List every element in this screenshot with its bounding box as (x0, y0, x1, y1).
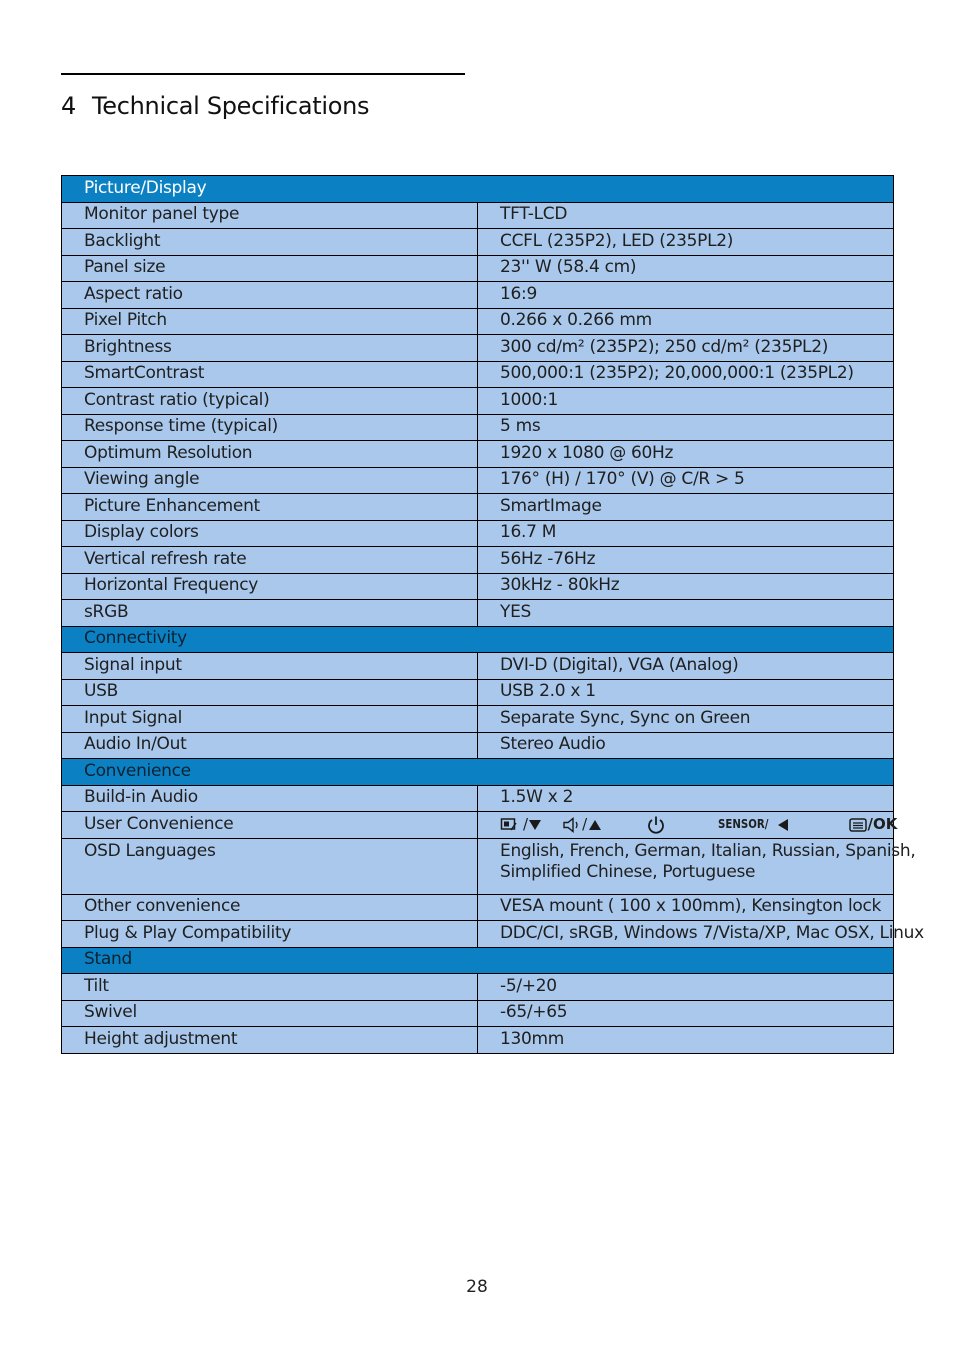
table-row (62, 229, 894, 256)
spec-label: Display colors (62, 520, 478, 547)
table-row (62, 282, 894, 309)
spec-value: 30kHz - 80kHz (478, 573, 894, 600)
spec-value (478, 838, 916, 894)
spec-label: Backlight (62, 229, 478, 256)
table-row (62, 388, 894, 415)
table-row (62, 467, 894, 494)
table-row (62, 679, 894, 706)
spec-value: SmartImage (478, 494, 894, 521)
spec-label: Audio In/Out (62, 732, 478, 759)
table-row (62, 520, 894, 547)
sensor-label: SENSOR/ (718, 817, 769, 832)
section-title: Connectivity (62, 626, 894, 653)
spec-value: VESA mount ( 100 x 100mm), Kensington lock (478, 894, 894, 921)
spec-label: Plug & Play Compatibility (62, 921, 478, 948)
table-row (62, 255, 894, 282)
spec-label: Build-in Audio (62, 785, 478, 812)
spec-value: 176° (H) / 170° (V) @ C/R > 5 (478, 467, 894, 494)
table-row (62, 494, 894, 521)
table-row (62, 547, 894, 574)
osd-languages-line-1: English, French, German, Italian, Russian, Spanish, (500, 840, 916, 861)
table-row (62, 1027, 894, 1054)
spec-value: 300 cd/m² (235P2); 250 cd/m² (235PL2) (478, 335, 894, 362)
table-row (62, 1000, 894, 1027)
spec-value: 130mm (478, 1027, 894, 1054)
spec-label: Brightness (62, 335, 478, 362)
spec-value: 1920 x 1080 @ 60Hz (478, 441, 894, 468)
table-row (62, 894, 894, 921)
spec-value: DVI-D (Digital), VGA (Analog) (478, 653, 894, 680)
spec-label: Pixel Pitch (62, 308, 478, 335)
spec-value: Separate Sync, Sync on Green (478, 706, 894, 733)
ok-label: /OK (867, 814, 898, 833)
sensor-left-control (718, 818, 789, 832)
volume-up-control: / (563, 817, 602, 833)
spec-value: 16:9 (478, 282, 894, 309)
table-row (62, 308, 894, 335)
triangle-down-icon (529, 819, 541, 831)
spec-value: 500,000:1 (235P2); 20,000,000:1 (235PL2) (478, 361, 894, 388)
spec-label: sRGB (62, 600, 478, 627)
speaker-icon (563, 817, 581, 833)
table-row (62, 335, 894, 362)
spec-label: Aspect ratio (62, 282, 478, 309)
page-number: 28 (466, 1277, 488, 1297)
table-row (62, 921, 894, 948)
spec-label: Viewing angle (62, 467, 478, 494)
spec-label: Other convenience (62, 894, 478, 921)
power-icon (646, 815, 666, 835)
table-row (62, 202, 894, 229)
spec-label: User Convenience (62, 812, 478, 839)
spec-value: TFT-LCD (478, 202, 894, 229)
spec-value: DDC/CI, sRGB, Windows 7/Vista/XP, Mac OSX, Linux (478, 921, 894, 948)
power-control (646, 815, 666, 835)
spec-label: Height adjustment (62, 1027, 478, 1054)
table-row (62, 785, 894, 812)
top-rule (61, 73, 465, 75)
spec-label: USB (62, 679, 478, 706)
section-title: Picture/Display (62, 176, 894, 203)
chapter-number: 4 (61, 92, 76, 120)
section-header-convenience (62, 759, 894, 786)
spec-value: 56Hz -76Hz (478, 547, 894, 574)
spec-value: CCFL (235P2), LED (235PL2) (478, 229, 894, 256)
triangle-left-icon (777, 818, 789, 832)
table-row (62, 653, 894, 680)
spec-value: 5 ms (478, 414, 894, 441)
table-row (62, 600, 894, 627)
section-header-stand (62, 947, 894, 974)
spec-value: 23'' W (58.4 cm) (478, 255, 894, 282)
spec-label: Horizontal Frequency (62, 573, 478, 600)
spec-value: 1000:1 (478, 388, 894, 415)
smartimage-icon (500, 817, 522, 833)
spec-label: SmartContrast (62, 361, 478, 388)
table-row (62, 414, 894, 441)
spec-label: Input Signal (62, 706, 478, 733)
spec-label: Monitor panel type (62, 202, 478, 229)
table-row (62, 974, 894, 1001)
spec-value: 16.7 M (478, 520, 894, 547)
spec-label: OSD Languages (62, 838, 478, 894)
spec-value: Stereo Audio (478, 732, 894, 759)
spec-label: Signal input (62, 653, 478, 680)
user-convenience-controls (478, 812, 898, 839)
table-row (62, 838, 894, 894)
spec-value: 1.5W x 2 (478, 785, 894, 812)
table-row (62, 361, 894, 388)
menu-icon (849, 818, 867, 832)
chapter-title: Technical Specifications (91, 92, 370, 120)
table-row (62, 732, 894, 759)
spec-label: Panel size (62, 255, 478, 282)
spec-label: Picture Enhancement (62, 494, 478, 521)
triangle-up-icon (588, 819, 602, 831)
spec-label: Optimum Resolution (62, 441, 478, 468)
spec-label: Contrast ratio (typical) (62, 388, 478, 415)
table-row (62, 441, 894, 468)
spec-label: Vertical refresh rate (62, 547, 478, 574)
spec-label: Response time (typical) (62, 414, 478, 441)
section-header-picture-display (62, 176, 894, 203)
section-title: Stand (62, 947, 894, 974)
spec-value: USB 2.0 x 1 (478, 679, 894, 706)
spec-value: -5/+20 (478, 974, 894, 1001)
spec-value: 0.266 x 0.266 mm (478, 308, 894, 335)
smartimage-down-control: / (500, 817, 541, 833)
osd-languages-line-2: Simplified Chinese, Portuguese (500, 862, 756, 883)
section-title: Convenience (62, 759, 894, 786)
menu-ok-control (849, 814, 898, 833)
spec-value: -65/+65 (478, 1000, 894, 1027)
section-header-connectivity (62, 626, 894, 653)
spec-table (61, 175, 924, 1054)
spec-label: Tilt (62, 974, 478, 1001)
page-heading (61, 92, 369, 120)
spec-label: Swivel (62, 1000, 478, 1027)
table-row (62, 812, 894, 839)
table-row (62, 706, 894, 733)
table-row (62, 573, 894, 600)
spec-value: YES (478, 600, 894, 627)
